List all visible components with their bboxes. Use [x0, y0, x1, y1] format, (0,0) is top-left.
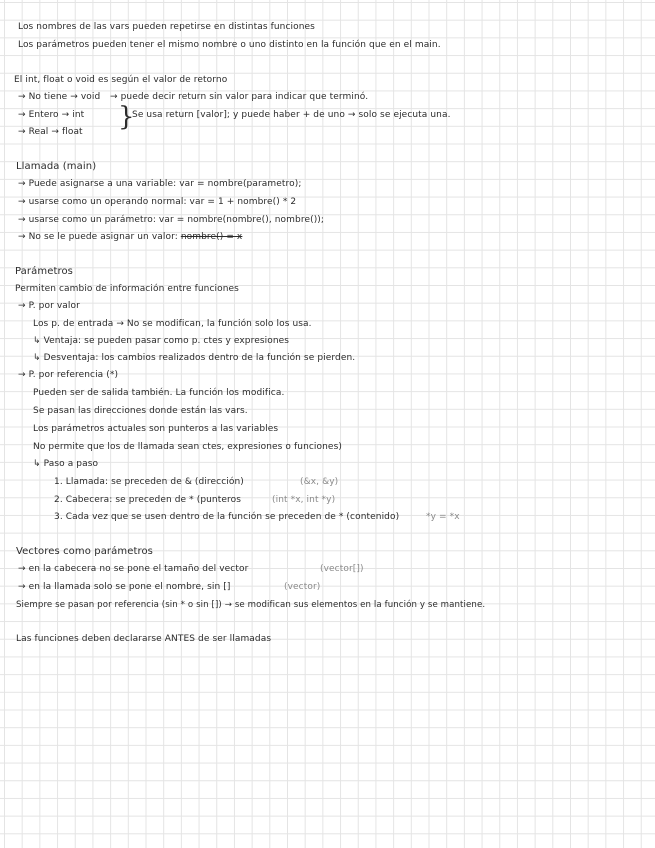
vectores-title: Vectores como parámetros [16, 546, 153, 557]
valor-line-1: Los p. de entrada → No se modifican, la función solo los usa. [33, 319, 312, 329]
llamada-struck-example: nombre() = x [180, 232, 243, 242]
retorno-explanation-2: Se usa return [valor]; y puede haber + de uno → solo se ejecuta una. [132, 110, 451, 120]
step-2: 2. Cabecera: se preceden de * (punteros [54, 495, 241, 505]
vectores-line-1: → en la cabecera no se pone el tamaño del vector [18, 564, 249, 574]
retorno-type-int: → Entero → int [18, 110, 85, 120]
llamada-line-1: → Puede asignarse a una variable: var = nombre(parametro); [18, 179, 302, 189]
referencia-line-3: Los parámetros actuales son punteros a las variables [33, 424, 279, 434]
valor-line-3: ↳ Desventaja: los cambios realizados dentro de la función se pierden. [33, 353, 356, 363]
step-3-example: *y = *x [426, 512, 460, 522]
retorno-type-float: → Real → float [18, 127, 83, 137]
referencia-line-2: Se pasan las direcciones donde están las vars. [33, 406, 248, 416]
retorno-type-void: → No tiene → void [18, 92, 101, 102]
step-2-example: (int *x, int *y) [272, 495, 336, 505]
parametros-title: Parámetros [15, 266, 73, 277]
retorno-explanation-1: → puede decir return sin valor para indicar que terminó. [110, 92, 369, 102]
step-1: 1. Llamada: se preceden de & (dirección) [54, 477, 244, 487]
llamada-line-3: → usarse como un parámetro: var = nombre(nombre(), nombre()); [18, 215, 325, 225]
intro-line-2: Los parámetros pueden tener el mismo nombre o uno distinto en la función que en el main. [18, 40, 441, 50]
vectores-line-2-example: (vector) [284, 582, 321, 592]
llamada-line-2: → usarse como un operando normal: var = 1 + nombre() * 2 [18, 197, 297, 207]
curly-brace-icon: } [118, 102, 135, 132]
retorno-title: El int, float o void es según el valor de retorno [14, 75, 228, 85]
valor-head: → P. por valor [18, 301, 80, 311]
step-1-example: (&x, &y) [300, 477, 339, 487]
final-note: Las funciones deben declararse ANTES de ser llamadas [16, 634, 272, 644]
valor-line-2: ↳ Ventaja: se pueden pasar como p. ctes y expresiones [33, 336, 290, 346]
referencia-line-1: Pueden ser de salida también. La función los modifica. [33, 388, 285, 398]
vectores-line-2: → en la llamada solo se pone el nombre, sin [] [18, 582, 231, 592]
vectores-siempre: Siempre se pasan por referencia (sin * o sin []) → se modifican sus elementos en la función y se mantiene. [16, 600, 486, 610]
paso-a-paso-head: ↳ Paso a paso [33, 459, 99, 469]
llamada-title: Llamada (main) [16, 161, 97, 172]
intro-line-1: Los nombres de las vars pueden repetirse en distintas funciones [18, 22, 315, 32]
referencia-head: → P. por referencia (*) [18, 370, 119, 380]
step-3: 3. Cada vez que se usen dentro de la función se preceden de * (contenido) [54, 512, 400, 522]
llamada-line-4 [18, 232, 242, 243]
referencia-line-4: No permite que los de llamada sean ctes, expresiones o funciones) [33, 442, 342, 452]
llamada-line-4-text: → No se le puede asignar un valor: [18, 232, 178, 242]
vectores-line-1-example: (vector[]) [320, 564, 364, 574]
parametros-subtitle: Permiten cambio de información entre funciones [15, 284, 239, 294]
